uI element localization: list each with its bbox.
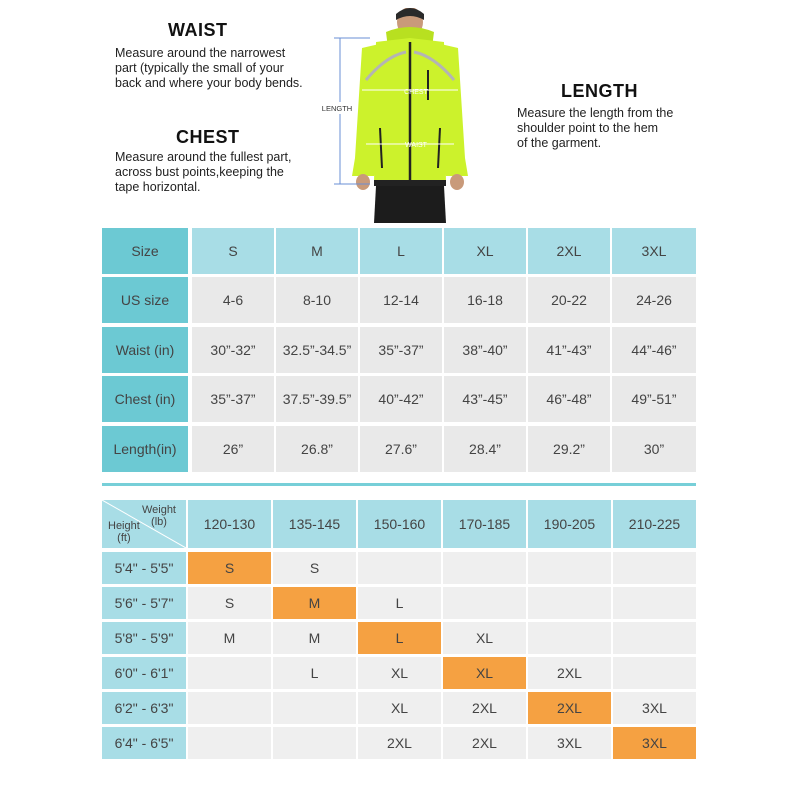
weight-header-cell: 135-145	[273, 500, 356, 548]
chest-description: Measure around the fullest part, across bust points,keeping the tape horizontal.	[115, 150, 292, 194]
fit-size-cell: L	[358, 587, 441, 619]
jacket-drawing	[300, 8, 500, 223]
recommended-size-cell: 3XL	[613, 727, 696, 759]
recommended-size-cell: L	[358, 622, 441, 654]
recommended-size-cell: 2XL	[528, 692, 611, 724]
fit-size-cell: S	[188, 587, 271, 619]
chest-heading: CHEST	[176, 127, 240, 147]
fit-size-cell	[613, 657, 696, 689]
size-header-cell: S	[192, 228, 274, 274]
fit-size-cell	[528, 622, 611, 654]
size-value-cell: 41”-43”	[528, 327, 610, 373]
size-value-cell: 24-26	[612, 277, 696, 323]
fit-size-cell: 2XL	[528, 657, 611, 689]
size-value-cell: 32.5”-34.5”	[276, 327, 358, 373]
weight-header-cell: 190-205	[528, 500, 611, 548]
height-row-label: 5'4" - 5'5"	[102, 552, 186, 584]
size-header-cell: L	[360, 228, 442, 274]
size-value-cell: 12-14	[360, 277, 442, 323]
fit-size-cell	[443, 552, 526, 584]
waist-description: Measure around the narrowest part (typically the small of your back and where your body bends.	[115, 46, 303, 90]
size-header-cell: 2XL	[528, 228, 610, 274]
fit-size-cell: S	[273, 552, 356, 584]
section-divider	[102, 483, 696, 486]
size-value-cell: 44”-46”	[612, 327, 696, 373]
recommended-size-cell: S	[188, 552, 271, 584]
size-value-cell: 40”-42”	[360, 376, 442, 422]
fit-size-cell	[273, 727, 356, 759]
figure-waist-label: WAIST	[405, 142, 427, 149]
weight-header-cell: 210-225	[613, 500, 696, 548]
fit-size-cell: 3XL	[528, 727, 611, 759]
weight-header-cell: 170-185	[443, 500, 526, 548]
size-value-cell: 29.2”	[528, 426, 610, 472]
fit-size-cell	[613, 552, 696, 584]
fit-size-cell	[443, 587, 526, 619]
size-value-cell: 27.6”	[360, 426, 442, 472]
size-value-cell: 38”-40”	[444, 327, 526, 373]
recommended-size-cell: XL	[443, 657, 526, 689]
figure-length-label: LENGTH	[321, 104, 353, 113]
fit-size-cell: 2XL	[358, 727, 441, 759]
size-value-cell: 4-6	[192, 277, 274, 323]
size-header-cell: XL	[444, 228, 526, 274]
size-header-label: Size	[102, 228, 188, 274]
fit-size-cell: 2XL	[443, 727, 526, 759]
fit-size-cell	[528, 587, 611, 619]
size-value-cell: 28.4”	[444, 426, 526, 472]
fit-size-cell	[358, 552, 441, 584]
fit-size-cell	[188, 657, 271, 689]
fit-size-cell	[613, 587, 696, 619]
waist-heading: WAIST	[168, 20, 228, 40]
height-row-label: 5'8" - 5'9"	[102, 622, 186, 654]
size-value-cell: 35”-37”	[192, 376, 274, 422]
fit-size-cell	[273, 692, 356, 724]
jacket-model-illustration	[300, 8, 500, 223]
size-value-cell: 8-10	[276, 277, 358, 323]
grid-weight-label: Weight (lb)	[141, 504, 176, 528]
fit-size-cell: 3XL	[613, 692, 696, 724]
size-row-label: Chest (in)	[102, 376, 188, 422]
fit-size-cell	[188, 727, 271, 759]
size-value-cell: 35”-37”	[360, 327, 442, 373]
figure-chest-label: CHEST	[404, 89, 428, 96]
size-value-cell: 30”	[612, 426, 696, 472]
fit-size-cell: M	[273, 622, 356, 654]
size-header-cell: 3XL	[612, 228, 696, 274]
size-value-cell: 43”-45”	[444, 376, 526, 422]
fit-size-cell: M	[188, 622, 271, 654]
height-row-label: 6'4" - 6'5"	[102, 727, 186, 759]
fit-size-cell: L	[273, 657, 356, 689]
size-value-cell: 16-18	[444, 277, 526, 323]
size-value-cell: 26”	[192, 426, 274, 472]
fit-size-cell	[528, 552, 611, 584]
grid-height-label: Height (ft)	[108, 520, 140, 544]
fit-size-cell: XL	[358, 657, 441, 689]
fit-size-cell	[188, 692, 271, 724]
fit-size-cell	[613, 622, 696, 654]
fit-size-cell: XL	[443, 622, 526, 654]
size-value-cell: 49”-51”	[612, 376, 696, 422]
size-value-cell: 37.5”-39.5”	[276, 376, 358, 422]
fit-size-cell: XL	[358, 692, 441, 724]
size-row-label: Waist (in)	[102, 327, 188, 373]
size-header-cell: M	[276, 228, 358, 274]
height-row-label: 5'6" - 5'7"	[102, 587, 186, 619]
fit-size-cell: 2XL	[443, 692, 526, 724]
size-row-label: Length(in)	[102, 426, 188, 472]
height-row-label: 6'2" - 6'3"	[102, 692, 186, 724]
length-heading: LENGTH	[561, 81, 638, 101]
size-value-cell: 30”-32”	[192, 327, 274, 373]
grid-corner-cell	[102, 500, 186, 548]
weight-header-cell: 120-130	[188, 500, 271, 548]
size-row-label: US size	[102, 277, 188, 323]
size-value-cell: 26.8”	[276, 426, 358, 472]
size-value-cell: 46”-48”	[528, 376, 610, 422]
weight-header-cell: 150-160	[358, 500, 441, 548]
size-value-cell: 20-22	[528, 277, 610, 323]
recommended-size-cell: M	[273, 587, 356, 619]
height-row-label: 6'0" - 6'1"	[102, 657, 186, 689]
length-description: Measure the length from the shoulder point to the hem of the garment.	[517, 106, 674, 150]
